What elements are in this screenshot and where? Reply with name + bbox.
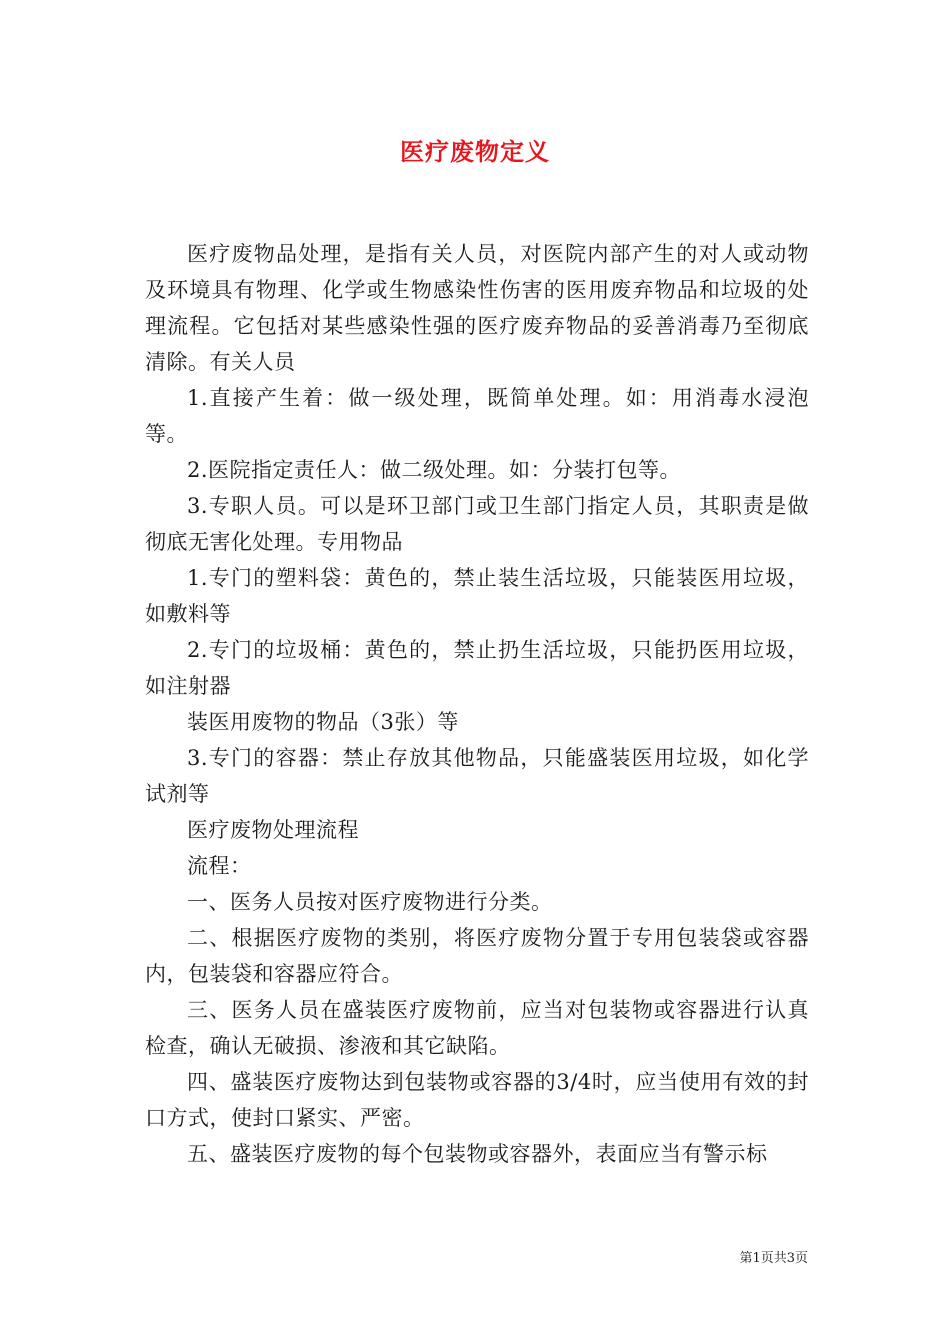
document-body xyxy=(145,236,809,1172)
paragraph-step-4: 四、盛装医疗废物达到包装物或容器的3/4时，应当使用有效的封口方式，使封口紧实、严密。 xyxy=(145,1070,809,1130)
paragraph-process-heading: 医疗废物处理流程 xyxy=(187,818,359,842)
paragraph-personnel-3: 3.专职人员。可以是环卫部门或卫生部门指定人员，其职责是做彻底无害化处理。专用物品 xyxy=(145,494,809,554)
paragraph-step-5: 五、盛装医疗废物的每个包装物或容器外，表面应当有警示标 xyxy=(187,1142,768,1166)
paragraph-personnel-2: 2.医院指定责任人：做二级处理。如：分装打包等。 xyxy=(187,458,682,482)
paragraph-items-1: 1.专门的塑料袋：黄色的，禁止装生活垃圾，只能装医用垃圾，如敷料等 xyxy=(145,566,809,626)
paragraph-personnel-1: 1.直接产生着：做一级处理，既简单处理。如：用消毒水浸泡等。 xyxy=(145,386,809,446)
paragraph-items-3: 3.专门的容器：禁止存放其他物品，只能盛装医用垃圾，如化学试剂等 xyxy=(145,746,809,806)
page-number-text: 第1页共3页 xyxy=(739,1251,808,1266)
page-number-footer xyxy=(0,1247,808,1266)
paragraph-step-1: 一、医务人员按对医疗废物进行分类。 xyxy=(187,890,553,914)
paragraph-items-image-caption: 装医用废物的物品（3张）等 xyxy=(187,710,459,734)
paragraph-items-2: 2.专门的垃圾桶：黄色的，禁止扔生活垃圾，只能扔医用垃圾，如注射器 xyxy=(145,638,809,698)
paragraph-process-label: 流程： xyxy=(187,854,252,878)
document-title: 医疗废物定义 xyxy=(400,137,550,166)
paragraph-step-3: 三、医务人员在盛装医疗废物前，应当对包装物或容器进行认真检查，确认无破损、渗液和其它缺陷。 xyxy=(145,998,809,1058)
paragraph-definition: 医疗废物品处理，是指有关人员，对医院内部产生的对人或动物及环境具有物理、化学或生物感染性伤害的医用废弃物品和垃圾的处理流程。它包括对某些感染性强的医疗废弃物品的妥善消毒乃至彻底清除。有关人员 xyxy=(145,242,809,374)
paragraph-step-2: 二、根据医疗废物的类别，将医疗废物分置于专用包装袋或容器内，包装袋和容器应符合。 xyxy=(145,926,809,986)
